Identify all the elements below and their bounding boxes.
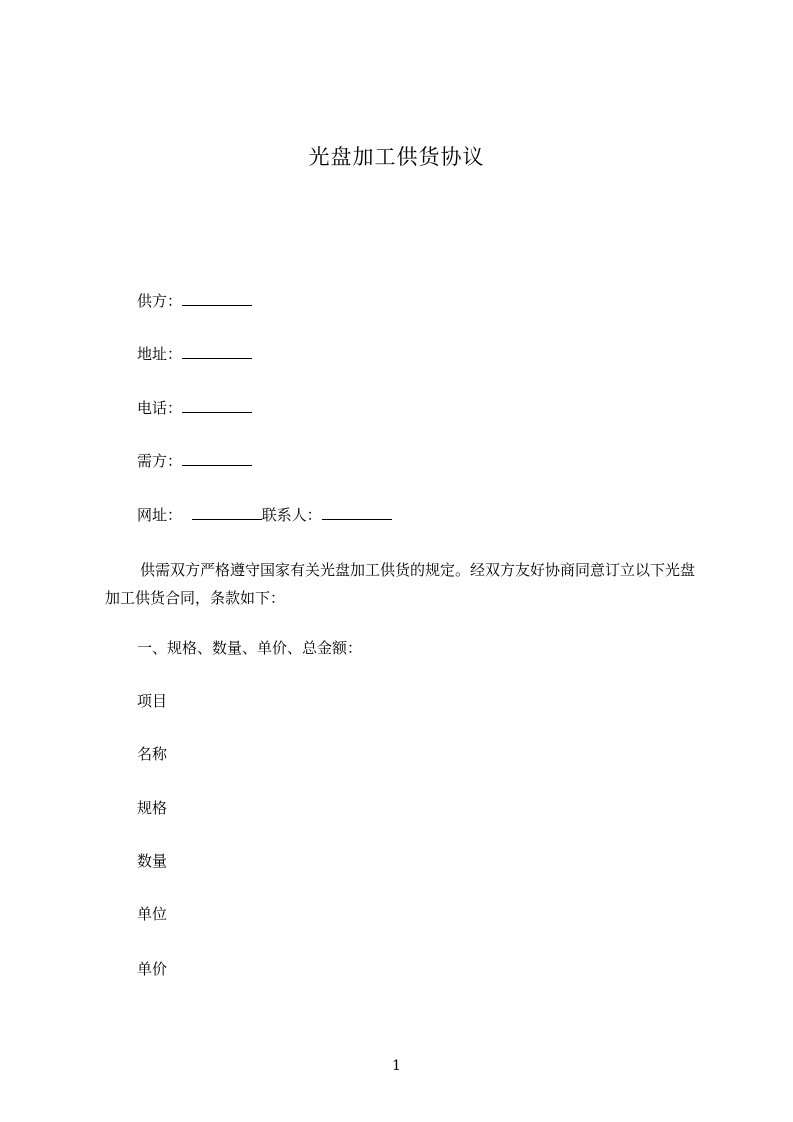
intro-paragraph: 供需双方严格遵守国家有关光盘加工供货的规定。经双方友好协商同意订立以下光盘加工供货合同，条款如下：: [105, 561, 696, 607]
document-title: 光盘加工供货协议: [308, 145, 485, 169]
website-contact-line: [137, 504, 392, 526]
section-one-heading: 一、规格、数量、单价、总金额：: [137, 639, 363, 657]
buyer-line: [137, 450, 252, 472]
supplier-blank: [182, 291, 252, 306]
supplier-label: 供方：: [137, 292, 183, 310]
item-unit: 单位: [137, 905, 168, 923]
item-spec: 规格: [137, 799, 168, 817]
phone-blank: [182, 398, 252, 413]
website-label: 网址：: [137, 506, 183, 524]
supplier-line: [137, 290, 252, 312]
website-blank: [192, 505, 262, 520]
buyer-label: 需方：: [137, 452, 183, 470]
address-line: [137, 343, 252, 365]
phone-label: 电话：: [137, 399, 183, 417]
item-project: 项目: [137, 692, 168, 710]
address-blank: [182, 344, 252, 359]
phone-line: [137, 397, 252, 419]
contact-label: 联系人：: [261, 506, 322, 524]
page-number: 1: [392, 1058, 401, 1074]
item-name: 名称: [137, 745, 168, 763]
item-quantity: 数量: [137, 852, 168, 870]
contact-blank: [322, 505, 392, 520]
item-unit-price: 单价: [137, 960, 168, 978]
buyer-blank: [182, 451, 252, 466]
address-label: 地址：: [137, 345, 183, 363]
